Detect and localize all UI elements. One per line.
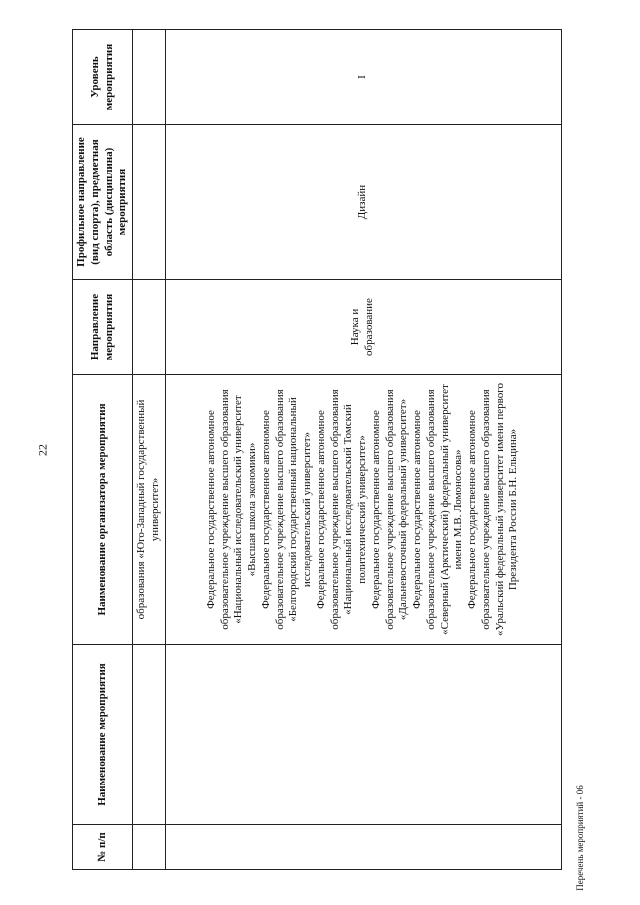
header-number: № п/п bbox=[73, 825, 133, 870]
cell-event-name bbox=[165, 645, 561, 825]
table-row bbox=[165, 30, 561, 870]
table-row bbox=[133, 30, 166, 870]
header-level: Уровень мероприятия bbox=[73, 30, 133, 125]
cell-level bbox=[133, 30, 166, 125]
cell-level: I bbox=[165, 30, 561, 125]
organizer-item: Федеральное государственное автономное образовательное учреждение высшего образования «Белгородский государственный национальный исследовательский университет» bbox=[259, 389, 314, 630]
header-profile: Профильное направление (вид спорта), предметная область (дисциплина) мероприятия bbox=[73, 125, 133, 280]
cell-direction bbox=[133, 280, 166, 375]
header-event-name: Наименование мероприятия bbox=[73, 645, 133, 825]
events-table bbox=[72, 29, 562, 870]
table-header-row bbox=[73, 30, 133, 870]
cell-profile bbox=[133, 125, 166, 280]
organizer-item: Федеральное государственное автономное образовательное учреждение высшего образования «Уральский федеральный университет имени первого Президента России Б.Н. Ельцина» bbox=[466, 383, 520, 636]
cell-organizer: образования «Юго-Западный государственный университет» bbox=[133, 375, 166, 645]
cell-number bbox=[165, 825, 561, 870]
page-number: 22 bbox=[35, 444, 50, 456]
header-direction: Направление мероприятия bbox=[73, 280, 133, 375]
organizer-item: Федеральное государственное автономное образовательное учреждение высшего образования «Национальный исследовательский Томский политехнический университет» bbox=[314, 389, 369, 630]
cell-direction: Наука и образование bbox=[165, 280, 561, 375]
cell-organizer-list bbox=[165, 375, 561, 645]
cell-event-name bbox=[133, 645, 166, 825]
header-organizer: Наименование организатора мероприятия bbox=[73, 375, 133, 645]
cell-number bbox=[133, 825, 166, 870]
organizer-item: Федеральное государственное автономное образовательное учреждение высшего образования «Дальневосточный федеральный университет» bbox=[369, 389, 410, 630]
organizer-item: Федеральное государственное автономное образовательное учреждение высшего образования «Северный (Арктический) федеральный университет имени М.В. Ломоносова» bbox=[411, 384, 465, 635]
organizer-item: Федеральное государственное автономное образовательное учреждение высшего образования «Национальный исследовательский университет «Высшая школа экономики» bbox=[204, 389, 259, 630]
cell-profile: Дизайн bbox=[165, 125, 561, 280]
footer-note: Перечень мероприятий - 06 bbox=[575, 785, 585, 891]
events-table-rotated bbox=[72, 30, 552, 870]
